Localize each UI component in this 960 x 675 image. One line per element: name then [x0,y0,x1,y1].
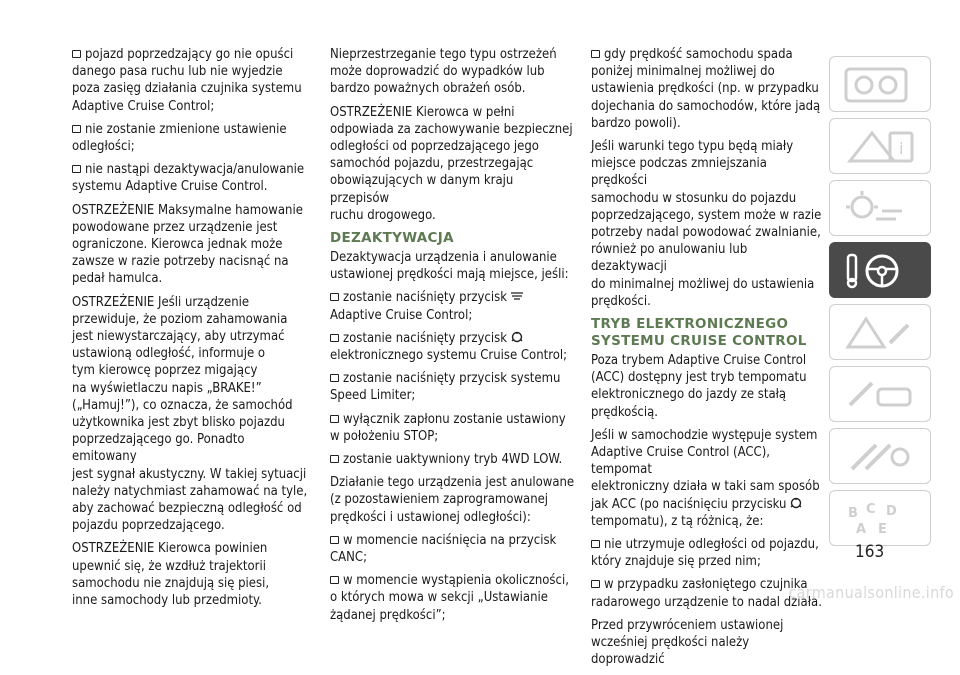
section-heading: TRYB ELEKTRONICZNEGO SYSTEMU CRUISE CONTROL [591,316,807,350]
text-line: Jeśli w samochodzie występuje system [591,427,818,443]
text-line: żądanej prędkości”; [330,607,446,623]
bullet-item [330,572,575,624]
bullet-marker [591,50,600,58]
text-line: Speed Limiter; [330,388,416,404]
text-line: bardzo poważnych obrażeń osób. [330,81,526,97]
text-line: obowiązujących w danym kraju przepisów [330,173,514,206]
bullet-marker [72,165,81,173]
svg-text:D: D [886,504,897,519]
text-line: Nieprzestrzeganie tego typu ostrzeżeń [330,47,557,62]
text-line: pojazdu poprzedzającego. [72,518,225,534]
paragraph [72,540,312,609]
bullet-marker [330,293,339,301]
text-line: Przed przywróceniem ustawionej [591,617,784,633]
text-line: pojazd poprzedzający go nie opuści [72,46,312,63]
text-line: jak ACC (po naciśnięciu przycisku [591,496,826,513]
text-line: pedał hamulca. [72,271,163,287]
tab-info[interactable] [829,118,931,174]
paragraph [330,249,575,283]
text-line: poprzedzającego go. Ponadto emitowany [72,432,245,465]
text-line: na wyświetlaczu napis „BRAKE!” [72,380,262,396]
text-line: (z pozostawieniem zaprogramowanej [330,492,549,508]
text-line: Jeśli warunki tego typu będą miały [591,139,794,155]
text-line: poniżej minimalnej możliwej do [591,64,775,80]
section-tabs [829,56,931,552]
text-line: może doprowadzić do wypadków lub [330,64,545,80]
text-line: w momencie wystąpienia okoliczności, [330,572,575,589]
paragraph [591,352,826,421]
paragraph [591,138,826,310]
svg-text:i: i [899,139,904,158]
text-line: w momencie naciśnięcia na przycisk [330,532,575,549]
text-line: ustawioną odległość, informuje o [72,346,266,362]
info-document-icon [842,127,920,167]
text-line: zostanie naciśnięty przycisk [330,289,575,306]
text-line: prędkości i ustawionej odległości): [330,509,531,525]
paragraph [330,474,575,526]
bullet-item [72,161,312,195]
text-line: poza zasięg działania czujnika systemu [72,81,302,97]
text-line: OSTRZEŻENIE Jeśli urządzenie [72,294,250,310]
text-line: należy natychmiast zahamować na tyle, [72,483,308,499]
text-line: o których mowa w sekcji „Ustawianie [330,590,548,606]
text-line: jest niewystarczający, aby utrzymać [72,329,285,345]
bullet-item [330,330,575,364]
text-line: zawsze w razie potrzeby nacisnąć na [72,254,289,270]
text-line: danego pasa ruchu lub nie wyjedzie [72,64,283,80]
text-line: zostanie uaktywniony tryb 4WD LOW. [330,451,575,468]
bullet-item [330,532,575,566]
page-number: 163 [855,542,885,562]
svg-text:A: A [856,522,867,537]
text-line: („Hamuj!”), co oznacza, że samochód [72,397,293,413]
section-heading: DEZAKTYWACJA [330,230,454,247]
tools-icon [842,437,920,477]
tab-warning-lights[interactable] [829,180,931,236]
bullet-marker [72,125,81,133]
bullet-marker [591,580,600,588]
text-line: elektronicznego systemu Cruise Control; [330,348,568,364]
car-dashboard-icon [842,65,920,105]
text-line: gdy prędkość samochodu spada [591,46,826,63]
bullet-item [72,121,312,155]
warning-lights-icon [842,189,920,229]
text-line: poprzedzającego, system może w razie [591,207,822,223]
tab-emergency[interactable] [829,304,931,360]
svg-text:C: C [866,502,876,517]
text-line: ograniczone. Kierowca jednak może [72,237,283,253]
tab-dashboard[interactable] [829,56,931,112]
index-letters-icon [842,499,920,539]
column-3 [591,46,826,675]
text-line: potrzeby nadal powodować zwalnianie, [591,225,821,241]
text-line: nie zostanie zmienione ustawienie [72,121,312,138]
text-line: OSTRZEŻENIE Maksymalne hamowanie [72,202,303,218]
text-line: w położeniu STOP; [330,428,439,444]
cruise-control-icon [510,331,524,343]
text-line: bardzo powoli). [591,115,681,131]
text-line: inne samochody lub przedmioty. [72,593,262,609]
text-line: użytkownika jest zbyt blisko pojazdu [72,415,285,431]
text-line: przewiduje, że poziom zahamowania [72,311,288,327]
bullet-item [330,289,575,323]
bullet-marker [330,576,339,584]
text-line: Adaptive Cruise Control; [330,307,473,323]
text-line: dojechania do samochodów, które jadą [591,98,821,114]
text-line: samochodu w stosunku do pojazdu [591,190,797,206]
text-line: do minimalnej możliwej do ustawienia [591,276,815,292]
text-line: zostanie naciśnięty przycisk systemu [330,370,575,387]
text-line: nie nastąpi dezaktywacja/anulowanie [72,161,312,178]
text-line: odległości; [72,139,135,155]
text-line: odległości od poprzedzającego jego [330,139,539,155]
tab-index[interactable] [829,490,931,546]
triangle-tools-icon [842,313,920,353]
bullet-item [72,46,312,115]
text-line: wyłącznik zapłonu zostanie ustawiony [330,411,575,428]
bullet-item [591,536,826,570]
text-line: powodowane przez urządzenie jest [72,219,278,235]
bullet-marker [330,374,339,382]
svg-text:E: E [878,522,887,537]
text-line: prędkości. [591,293,651,309]
text-line: Dezaktywacja urządzenia i anulowanie [330,250,557,266]
bullet-item [330,411,575,445]
bullet-marker [330,536,339,544]
paragraph [591,617,826,669]
text-line: ruchu drogowego. [330,207,436,223]
text-line: (ACC) dostępny jest tryb tempomatu [591,370,807,386]
paragraph [330,46,575,98]
wrench-car-icon [842,375,920,415]
text-line: Adaptive Cruise Control (ACC), tempomat [591,445,771,478]
text-line: jest sygnał akustyczny. W takiej sytuacji [72,466,307,482]
text-line: elektronicznego do jazdy ze stałą [591,387,787,403]
bullet-item [330,370,575,404]
text-line: wcześniej prędkości należy doprowadzić [591,635,750,668]
bullet-marker [330,415,339,423]
text-line: Poza trybem Adaptive Cruise Control [591,353,807,369]
text-line: w przypadku zasłoniętego czujnika [591,576,826,593]
bullet-item [330,451,575,468]
text-line: tym kierowcę poprzez migający [72,363,258,379]
text-line: który znajduje się przed nim; [591,554,761,570]
text-line: OSTRZEŻENIE Kierowca powinien [72,541,268,557]
bullet-marker [72,50,81,58]
steering-key-icon [842,251,920,291]
bullet-marker [330,455,339,463]
text-line: aby zachować bezpieczną odległość od [72,501,302,517]
adaptive-cruise-icon [510,290,524,302]
text-line: nie utrzymuje odległości od pojazdu, [591,536,826,553]
tab-starting-driving[interactable] [829,242,931,298]
text-line: ustawionej prędkości mają miejsce, jeśli: [330,267,569,283]
text-line: upewnić się, że wzdłuż trajektorii [72,558,266,574]
text-line: tempomatu), z tą różnicą, że: [591,513,764,529]
text-line: systemu Adaptive Cruise Control. [72,179,268,195]
text-line: OSTRZEŻENIE Kierowca w pełni [330,104,515,120]
text-line: Adaptive Cruise Control; [72,98,215,114]
tab-maintenance[interactable] [829,366,931,422]
text-line: prędkością. [591,404,658,420]
watermark: carmanualsonline.info [788,583,954,602]
text-line: również po anulowaniu lub dezaktywacji [591,242,748,275]
column-1 [72,46,312,615]
text-line: odpowiada za zachowywanie bezpiecznej [330,121,573,137]
text-line: zostanie naciśnięty przycisk [330,330,575,347]
text-line: radarowego urządzenie to nadal działa. [591,594,822,610]
cruise-control-icon [789,497,803,509]
bullet-marker [591,540,600,548]
text-line: elektroniczny działa w taki sam sposób [591,479,820,495]
paragraph [72,202,312,288]
svg-text:B: B [848,506,858,521]
text-line: CANC; [330,550,368,566]
text-line: ustawienia prędkości (np. w przypadku [591,81,819,97]
bullet-item [591,46,826,132]
text-line: Działanie tego urządzenia jest anulowane [330,475,575,491]
paragraph [72,294,312,535]
paragraph [591,427,826,530]
tab-technical-data[interactable] [829,428,931,484]
text-line: samochodu nie znajdują się piesi, [72,575,270,591]
paragraph [330,104,575,224]
text-line: miejsce podczas zmniejszania prędkości [591,156,767,189]
bullet-marker [330,334,339,342]
text-line: samochód pojazdu, przestrzegając [330,156,534,172]
column-2 [330,46,575,630]
